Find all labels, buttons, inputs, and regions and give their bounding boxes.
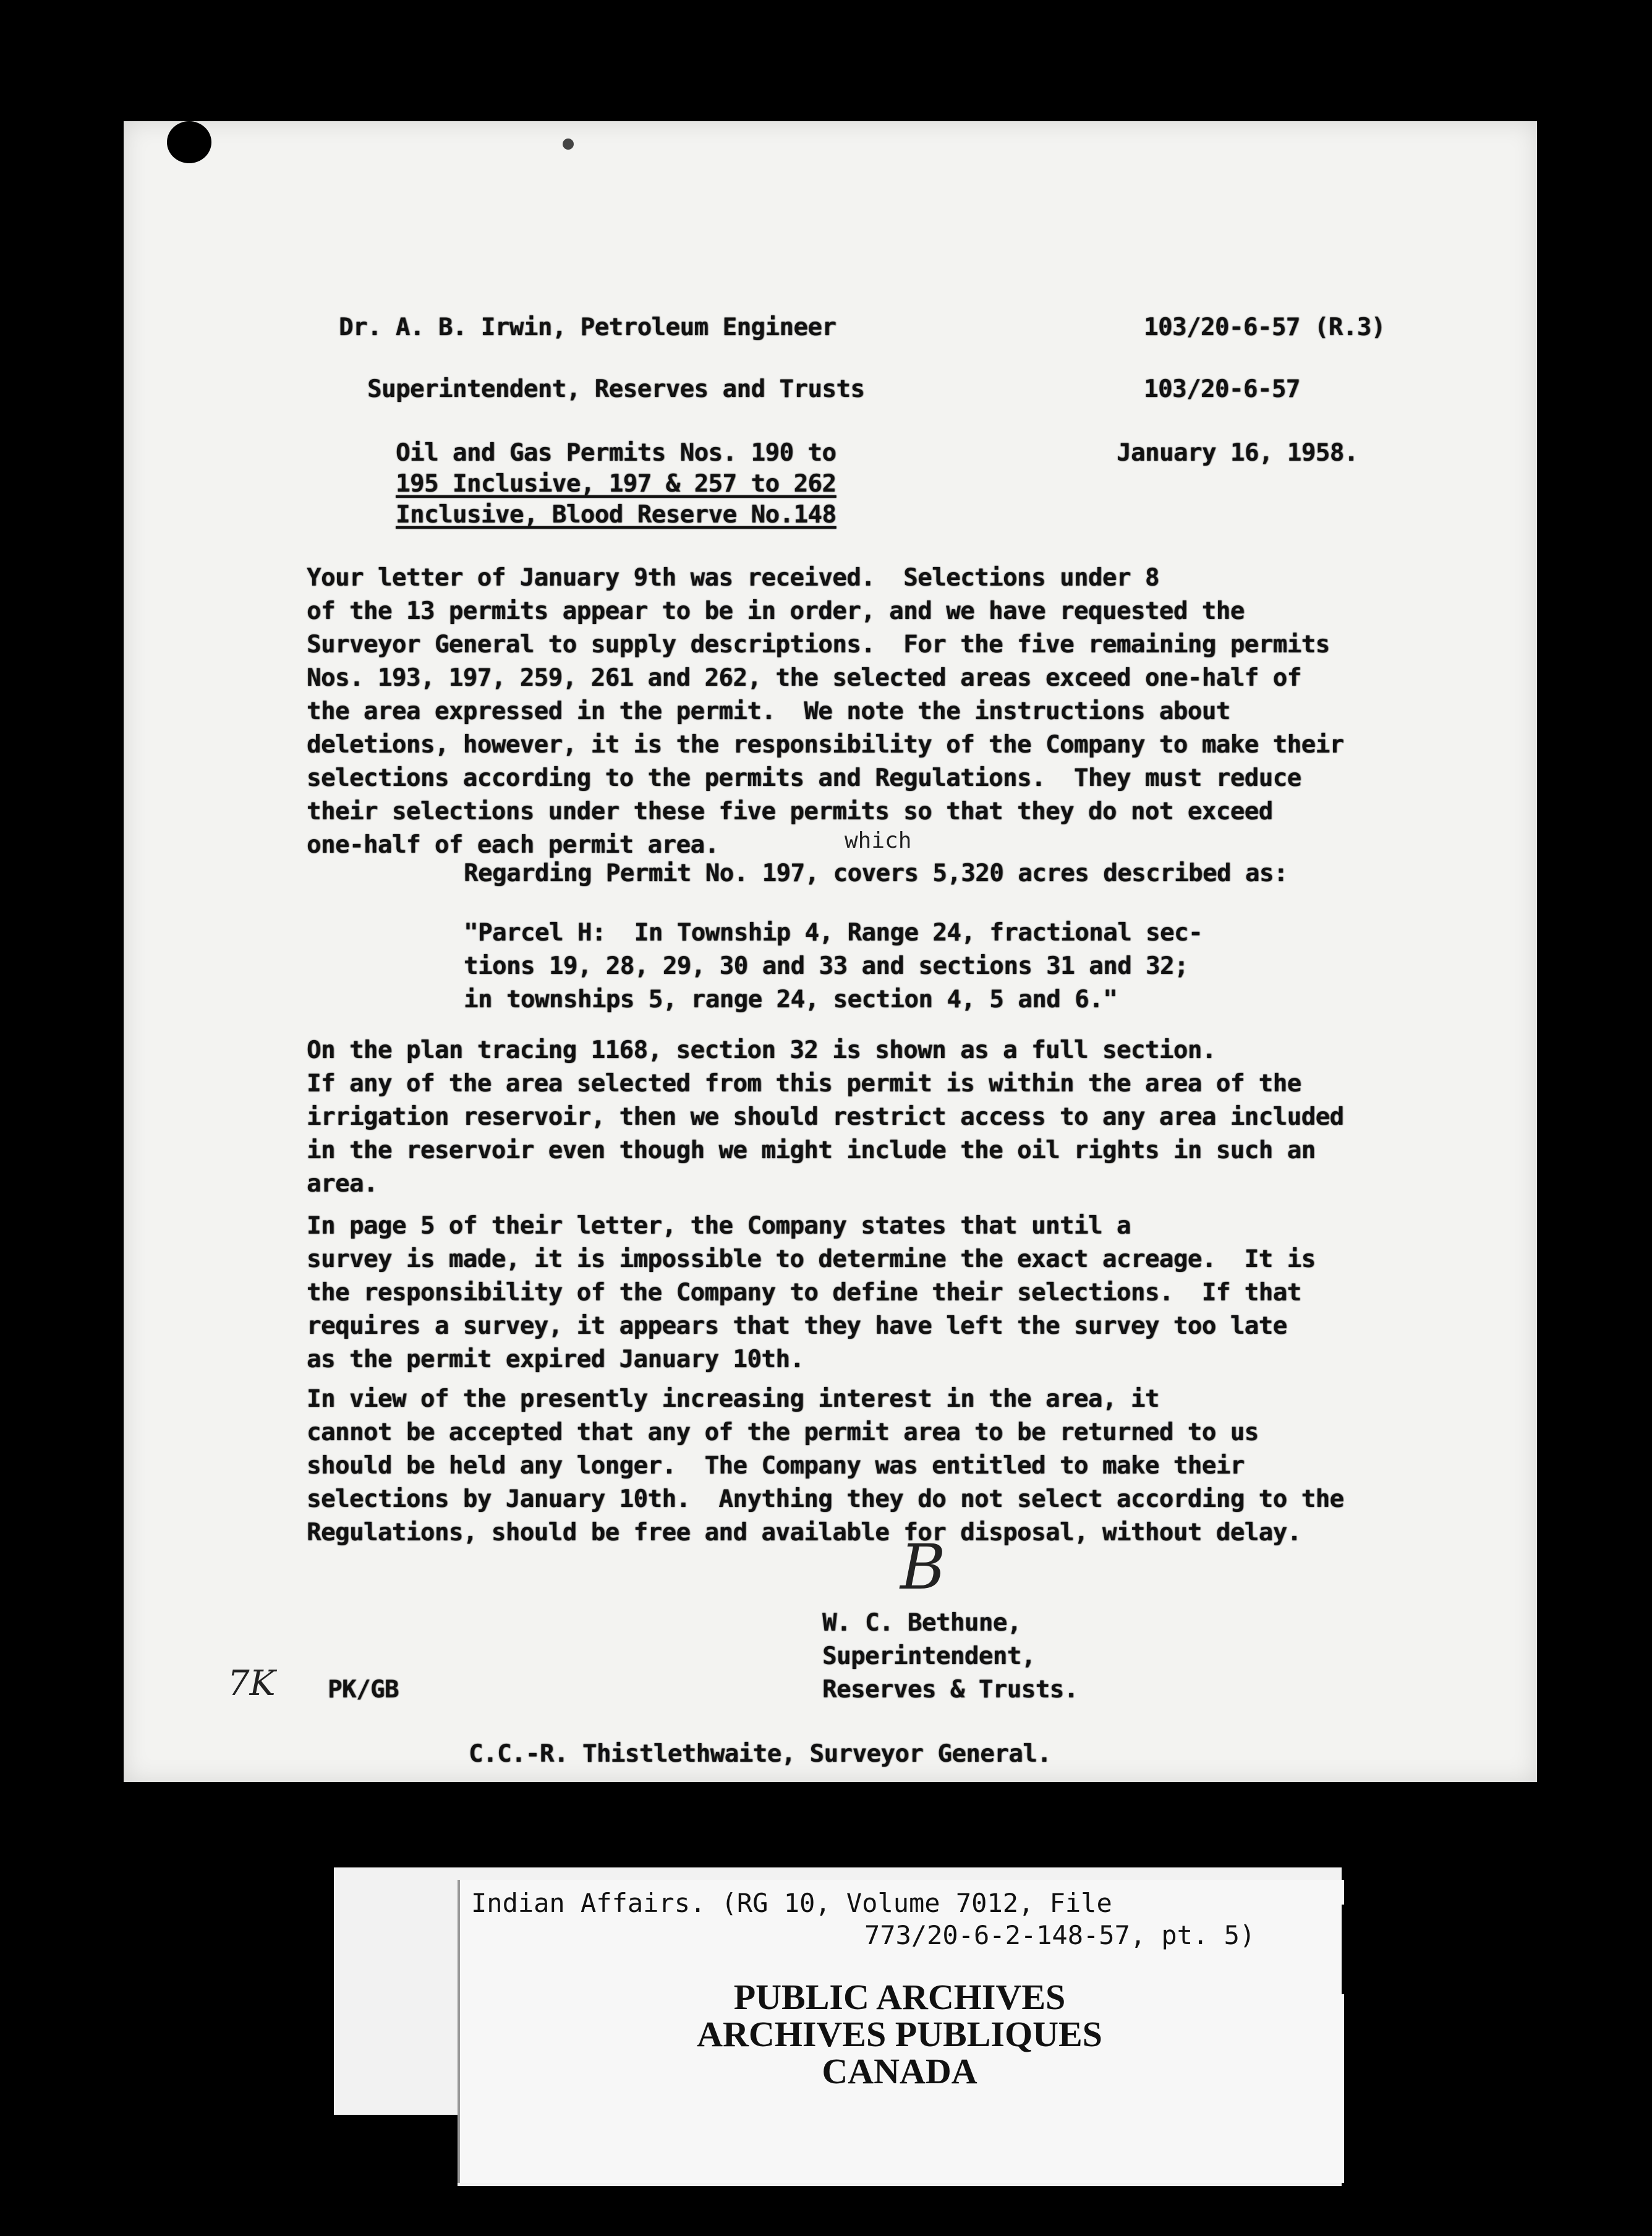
paper-blemish [563, 139, 574, 150]
file-reference-1: 103/20-6-57 (R.3) [1144, 314, 1386, 341]
archives-name-english: PUBLIC ARCHIVES [733, 1977, 1066, 2017]
subject-line-2: 195 Inclusive, 197 & 257 to 262 [396, 470, 837, 498]
typist-initials: PK/GB [328, 1676, 399, 1704]
handwritten-mark: 7K [228, 1663, 276, 1704]
inserted-word: which [845, 828, 912, 853]
signature-title: Superintendent, [822, 1642, 1036, 1670]
signature-name: W. C. Bethune, [822, 1609, 1021, 1637]
subject-line-3: Inclusive, Blood Reserve No.148 [396, 501, 837, 529]
body-paragraph-4: In page 5 of their letter, the Company states that until a survey is made, it is impossible to determine the exact acreage. It is the responsibility of the Company to define their selections. If that requires a survey, it appears that they have left the survey too late as the permit expired January 10th. [307, 1212, 1316, 1373]
archive-reference-line-1: Indian Affairs. (RG 10, Volume 7012, File [471, 1888, 1112, 1918]
body-paragraph-3: On the plan tracing 1168, section 32 is shown as a full section. If any of the area selected from this permit is within the area of the irrigation reservoir, then we should restrict access to any area included in the reservoir even though we might include the oil rights in such an area. [307, 1036, 1344, 1198]
handwritten-initial: B [900, 1531, 946, 1603]
subject-line-1: Oil and Gas Permits Nos. 190 to [396, 439, 837, 467]
sender-line: Superintendent, Reserves and Trusts [367, 375, 865, 403]
body-paragraph-2: Regarding Permit No. 197, covers 5,320 acres described as: [464, 860, 1288, 887]
file-reference-2: 103/20-6-57 [1144, 375, 1300, 403]
parcel-description: "Parcel H: In Township 4, Range 24, fractional sec- tions 19, 28, 29, 30 and 33 and sections 31 and 32; in townships 5, range 24, section 4, 5 and 6." [464, 919, 1203, 1013]
archive-reference-line-2: 773/20-6-2-148-57, pt. 5) [864, 1920, 1256, 1950]
cc-line: C.C.-R. Thistlethwaite, Surveyor General. [469, 1740, 1052, 1768]
archives-country: CANADA [822, 2051, 977, 2091]
signature-department: Reserves & Trusts. [822, 1676, 1078, 1704]
body-paragraph-5: In view of the presently increasing interest in the area, it cannot be accepted that any of the permit area to be returned to us should be held any longer. The Company was entitled to make their selections by January 10th. Anything they do not select according to the Regulations, should be free and available for disposal, without delay. [307, 1385, 1344, 1547]
label-notch [1342, 1905, 1391, 1994]
punch-hole [167, 121, 211, 163]
archives-name-french: ARCHIVES PUBLIQUES [697, 2014, 1102, 2054]
recipient-line: Dr. A. B. Irwin, Petroleum Engineer [339, 314, 837, 341]
letter-date: January 16, 1958. [1117, 439, 1358, 467]
body-paragraph-1: Your letter of January 9th was received. Selections under 8 of the 13 permits appear to be in order, and we have requested the Surveyor General to supply descriptions. For the five remaining permits Nos. 193, 197, 259, 261 and 262, the selected areas exceed one-half of the area expressed in the permit. We note the instructions about deletions, however, it is the responsibility of the Company to make their selections according to the permits and Regulations. They must reduce their selections under these five permits so that they do not exceed one-half of each permit area. [307, 564, 1344, 859]
